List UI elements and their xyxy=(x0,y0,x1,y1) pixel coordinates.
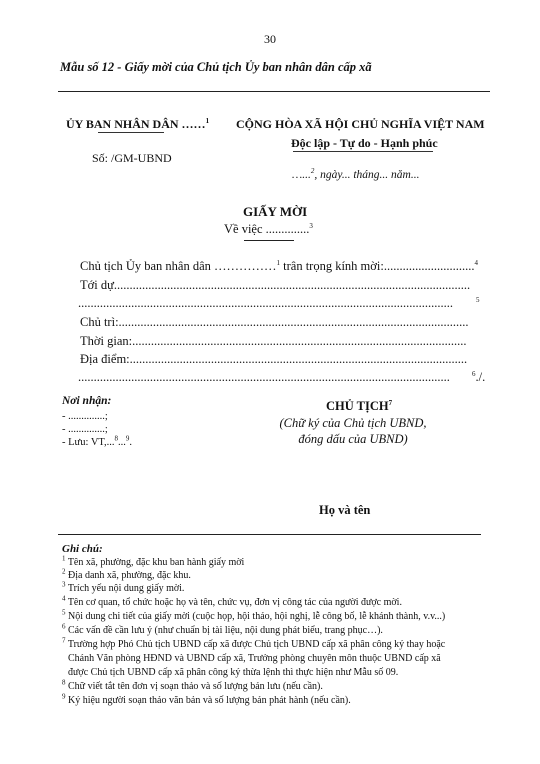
note-item: $^8$ Chữ viết tắt tên đơn vị soạn thảo và số lượng bản lưu (nếu cần). xyxy=(62,678,323,692)
body-line-details: ........................................................................................................................ $^5$ xyxy=(78,295,480,310)
note-item: $^9$ Ký hiệu người soạn thảo văn bản và số lượng bản phát hành (nếu cần). xyxy=(62,692,351,706)
document-subject: Về việc ..............$^3$ xyxy=(224,221,313,236)
recipient-item: - ..............; xyxy=(62,424,108,435)
title-divider xyxy=(58,91,490,92)
body-line-event: Tới dự.................................................................................................................. xyxy=(80,278,471,292)
signer-title: CHỦ TỊCH$^7$ xyxy=(326,398,393,413)
recipient-item: - ..............; xyxy=(62,411,108,422)
note-item: $^5$ Nội dung chi tiết của giấy mời (cuộc họp, hội thảo, hội nghị, lễ công bố, lễ khánh thành, v.v...) xyxy=(62,608,446,622)
country-name: CỘNG HÒA XÃ HỘI CHỦ NGHĨA VIỆT NAM xyxy=(236,117,485,131)
note-item: $^4$ Tên cơ quan, tổ chức hoặc họ và tên, chức vụ, đơn vị công tác của người được mời. xyxy=(62,594,402,608)
place-date: …...$^2$, ngày... tháng... năm... xyxy=(292,167,420,181)
note-item: Chánh Văn phòng HĐND và UBND cấp xã, Trưởng phòng chuyên môn thuộc UBND cấp xã xyxy=(68,653,441,664)
agency-underline xyxy=(98,132,164,133)
document-title: GIẤY MỜI xyxy=(243,204,308,219)
issuing-agency: ỦY BAN NHÂN DÂN ……$^1$ xyxy=(66,117,210,131)
national-motto: Độc lập - Tự do - Hạnh phúc xyxy=(291,136,438,150)
document-number: Số: /GM-UBND xyxy=(92,151,172,165)
archive-line: - Lưu: VT,...$^8$...$^9$. xyxy=(62,434,133,448)
body-line-chair: Chủ trì:................................................................................................................ xyxy=(80,315,469,329)
signer-name: Họ và tên xyxy=(319,503,371,517)
recipients-label: Nơi nhận: xyxy=(62,395,112,407)
subject-underline xyxy=(244,240,294,241)
note-item: được Chủ tịch UBND cấp xã phân công ký thừa lệnh thì thực hiện như Mẫu số 09. xyxy=(68,667,399,678)
signature-note: (Chữ ký của Chủ tịch UBND, xyxy=(279,416,427,430)
note-item: $^7$ Trường hợp Phó Chủ tịch UBND cấp xã được Chủ tịch UBND cấp xã phân công ký thay hoặc xyxy=(62,636,446,650)
body-line-notes: ....................................................................................................................... $^6$./. xyxy=(78,369,486,384)
form-title: Mẫu số 12 - Giấy mời của Chủ tịch Ủy ban nhân dân cấp xã xyxy=(60,60,372,74)
motto-underline xyxy=(293,151,433,152)
notes-divider xyxy=(58,534,481,535)
note-item: $^6$ Các vấn đề cần lưu ý (như chuẩn bị tài liệu, nội dung phát biểu, trang phục…). xyxy=(62,622,383,636)
page-number: 30 xyxy=(264,32,276,46)
body-line-time: Thời gian:........................................................................................................... xyxy=(80,334,467,348)
signature-note: đóng dấu của UBND) xyxy=(298,432,408,446)
notes-label: Ghi chú: xyxy=(62,543,103,555)
note-item: $^1$ Tên xã, phường, đặc khu ban hành giấy mời xyxy=(62,554,245,568)
note-item: $^2$ Địa danh xã, phường, đặc khu. xyxy=(62,567,191,581)
note-item: $^3$ Trích yếu nội dung giấy mời. xyxy=(62,580,185,594)
body-line-invitation: Chủ tịch Ủy ban nhân dân ……………$^1$ trân trọng kính mời:.............................$^4$ xyxy=(80,258,478,273)
body-line-venue: Địa điểm:............................................................................................................ xyxy=(80,352,468,366)
